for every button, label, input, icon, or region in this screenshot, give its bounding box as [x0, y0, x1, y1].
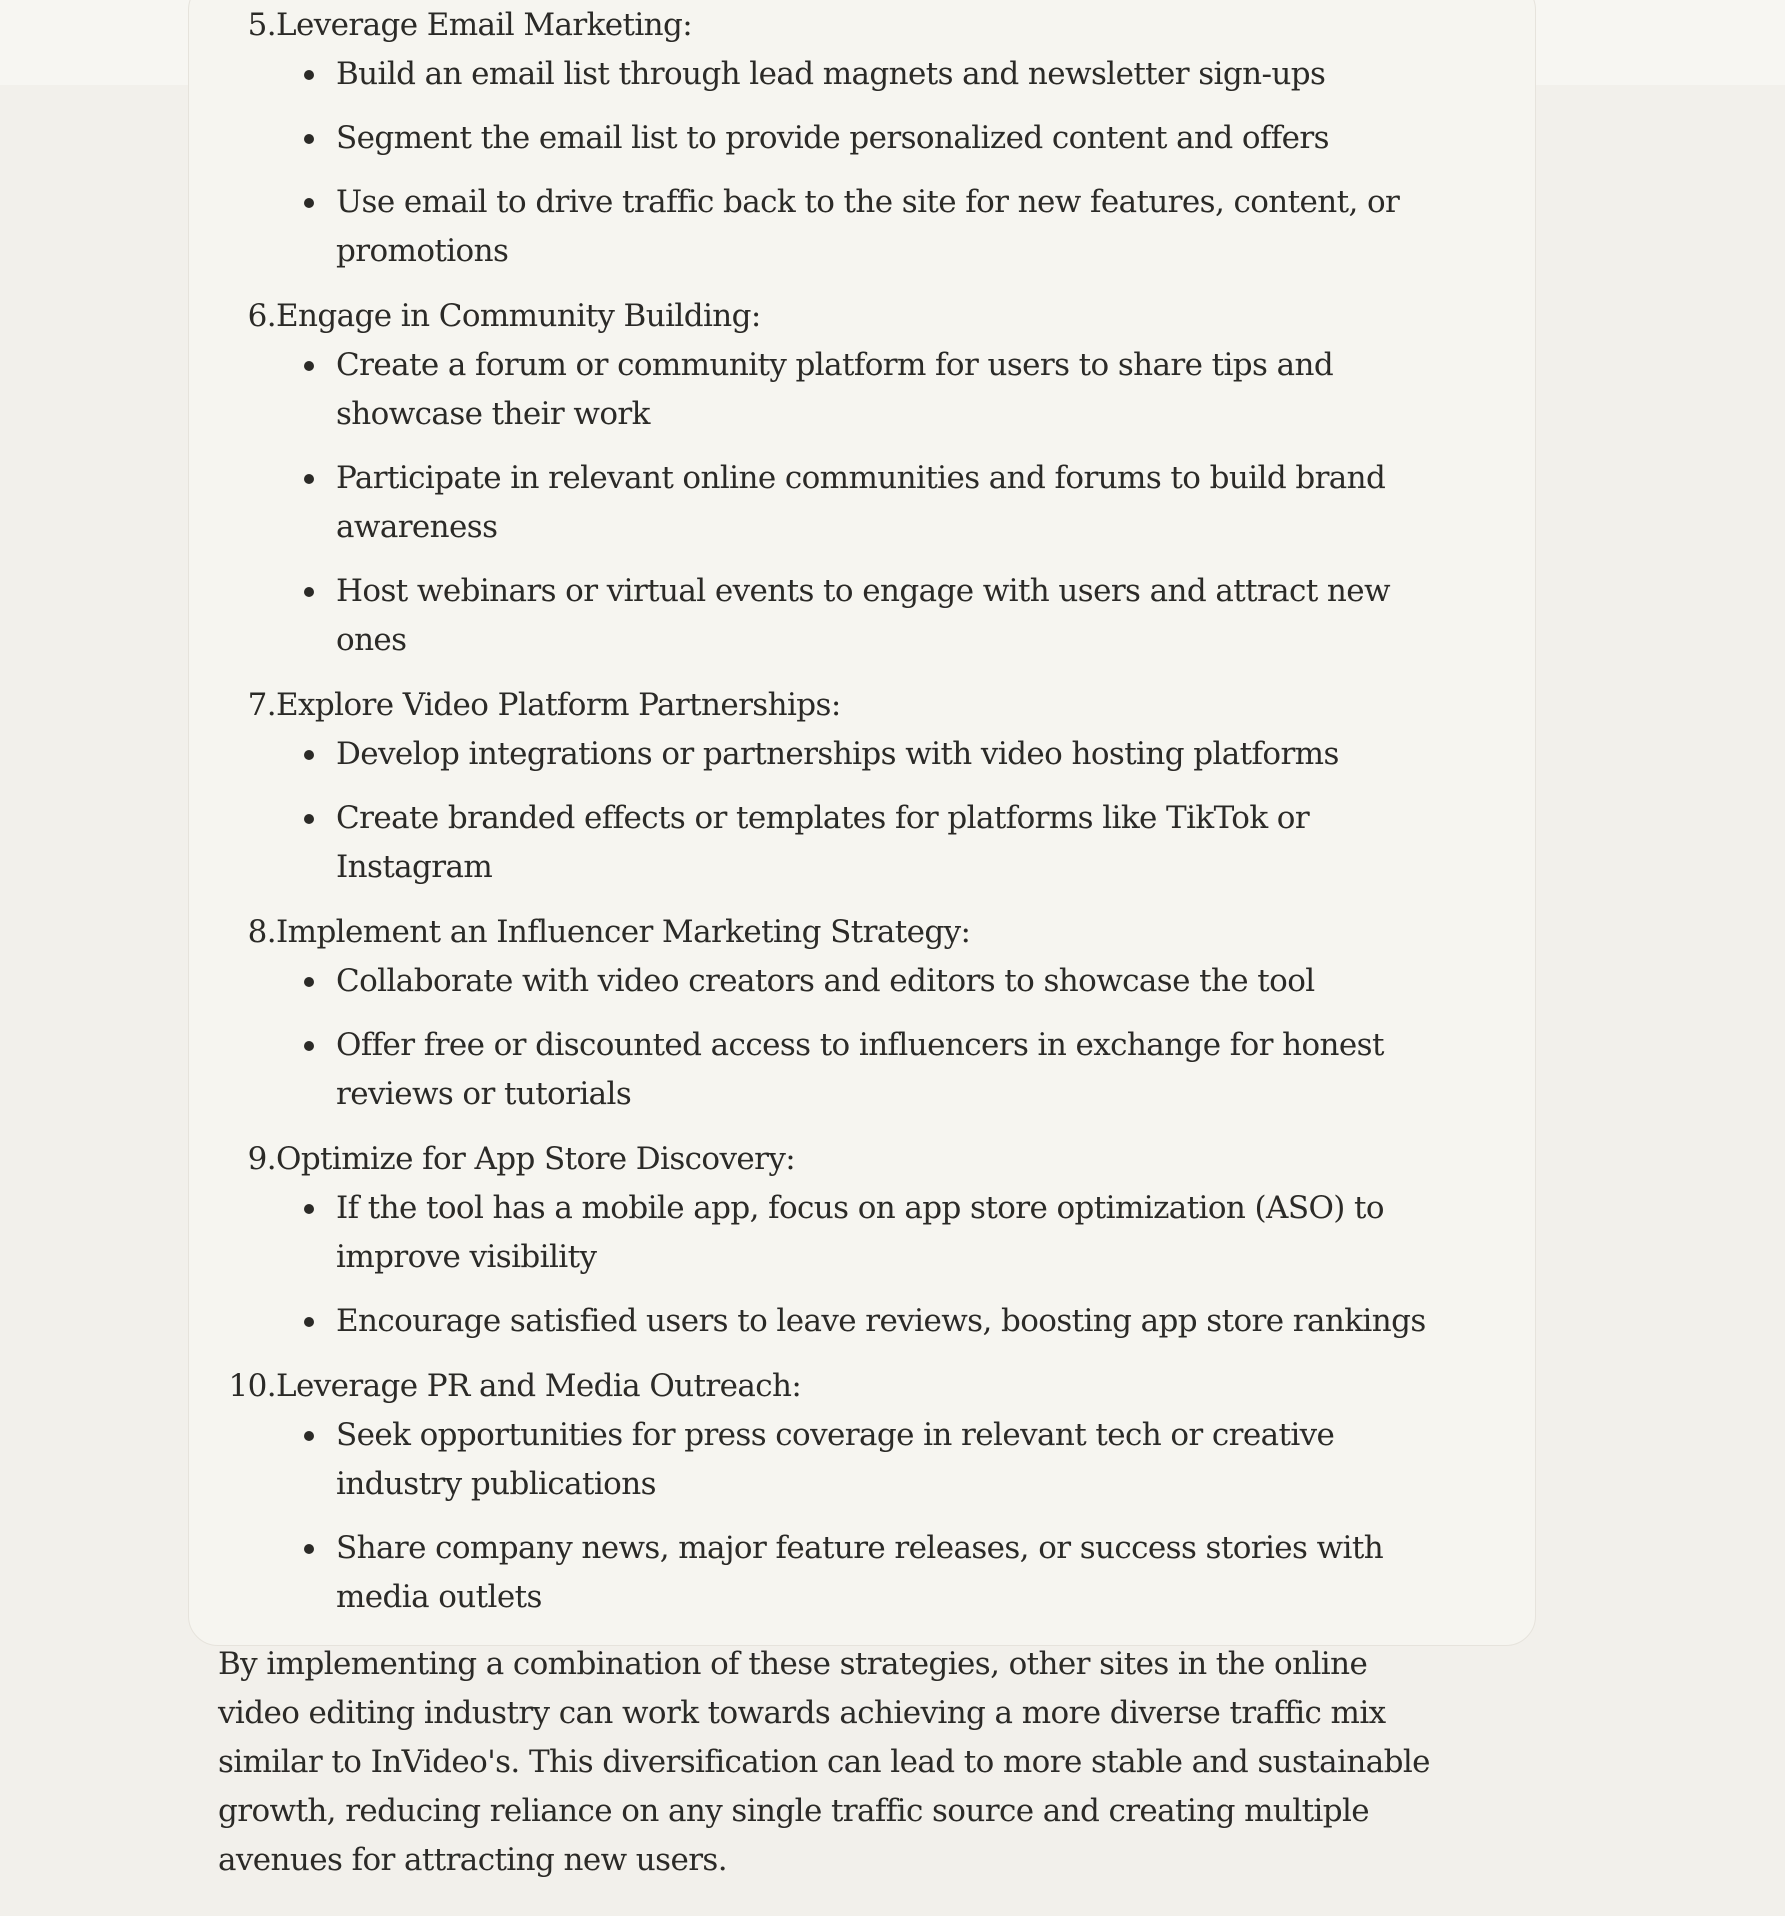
section-title: Leverage PR and Media Outreach: — [276, 1368, 802, 1404]
section-number: 7. — [247, 687, 276, 723]
strategy-section-6 — [218, 292, 1518, 665]
list-item-text: Offer free or discounted access to influencers in exchange for honest reviews or tutorials — [336, 1027, 1384, 1112]
list-item-text: Use email to drive traffic back to the site for new features, content, or promotions — [336, 184, 1400, 269]
list-item — [218, 50, 1446, 99]
section-number: 9. — [247, 1141, 276, 1177]
list-item-text: Encourage satisfied users to leave reviews, boosting app store rankings — [336, 1303, 1426, 1339]
strategy-section-10 — [218, 1362, 1518, 1622]
strategy-section-7 — [218, 681, 1518, 892]
section-heading — [218, 1, 1518, 50]
list-item — [218, 178, 1446, 276]
section-heading — [218, 1362, 1518, 1411]
section-number: 10. — [228, 1368, 276, 1404]
section-title: Engage in Community Building: — [276, 298, 761, 334]
list-item-text: Create branded effects or templates for platforms like TikTok or Instagram — [336, 800, 1310, 885]
list-item — [218, 957, 1446, 1006]
list-item — [218, 1021, 1446, 1119]
strategy-section-5 — [218, 1, 1518, 276]
bullet-list — [218, 1184, 1518, 1346]
list-item-text: Segment the email list to provide personalized content and offers — [336, 120, 1329, 156]
bullet-icon — [304, 474, 314, 484]
bullet-icon — [304, 198, 314, 208]
bullet-list — [218, 50, 1518, 276]
bullet-icon — [304, 361, 314, 371]
section-title: Optimize for App Store Discovery: — [276, 1141, 796, 1177]
bullet-list — [218, 730, 1518, 892]
list-item — [218, 114, 1446, 163]
bullet-icon — [304, 1204, 314, 1214]
bullet-icon — [304, 750, 314, 760]
bullet-icon — [304, 70, 314, 80]
bullet-icon — [304, 1317, 314, 1327]
strategy-section-8 — [218, 908, 1518, 1119]
strategy-section-9 — [218, 1135, 1518, 1346]
list-item-text: Host webinars or virtual events to engage with users and attract new ones — [336, 573, 1390, 658]
section-heading — [218, 1135, 1518, 1184]
bullet-icon — [304, 1041, 314, 1051]
bullet-icon — [304, 1431, 314, 1441]
summary-paragraph: By implementing a combination of these strategies, other sites in the online video editing industry can work towards achieving a more diverse traffic mix similar to InVideo's. This diversification can lead to more stable and sustainable growth, reducing reliance on any single traffic source and creating multiple avenues for attracting new users. — [218, 1646, 1430, 1878]
list-item-text: Share company news, major feature releases, or success stories with media outlets — [336, 1530, 1384, 1615]
bullet-icon — [304, 977, 314, 987]
bullet-list — [218, 1411, 1518, 1622]
list-item — [218, 794, 1446, 892]
bullet-list — [218, 957, 1518, 1119]
section-heading — [218, 908, 1518, 957]
section-heading — [218, 681, 1518, 730]
section-number: 6. — [247, 298, 276, 334]
list-item — [218, 454, 1446, 552]
list-item-text: Collaborate with video creators and editors to showcase the tool — [336, 963, 1315, 999]
bullet-list — [218, 341, 1518, 665]
list-item — [218, 1297, 1446, 1346]
list-item-text: Participate in relevant online communities and forums to build brand awareness — [336, 460, 1386, 545]
list-item-text: Create a forum or community platform for users to share tips and showcase their work — [336, 347, 1334, 432]
bullet-icon — [304, 1544, 314, 1554]
list-item — [218, 1411, 1446, 1509]
section-heading — [218, 292, 1518, 341]
list-item — [218, 567, 1446, 665]
section-number: 8. — [247, 914, 276, 950]
bullet-icon — [304, 134, 314, 144]
list-item-text: Develop integrations or partnerships with video hosting platforms — [336, 736, 1339, 772]
list-item — [218, 341, 1446, 439]
bullet-icon — [304, 814, 314, 824]
section-title: Explore Video Platform Partnerships: — [276, 687, 841, 723]
list-item — [218, 730, 1446, 779]
list-item-text: Seek opportunities for press coverage in relevant tech or creative industry publications — [336, 1417, 1335, 1502]
list-item-text: If the tool has a mobile app, focus on app store optimization (ASO) to improve visibility — [336, 1190, 1384, 1275]
bullet-icon — [304, 587, 314, 597]
list-item — [218, 1524, 1446, 1622]
section-number: 5. — [247, 7, 276, 43]
section-title: Leverage Email Marketing: — [276, 7, 693, 43]
section-title: Implement an Influencer Marketing Strategy: — [276, 914, 971, 950]
list-item — [218, 1184, 1446, 1282]
assistant-message-card — [188, 0, 1536, 1878]
list-item-text: Build an email list through lead magnets and newsletter sign-ups — [336, 56, 1326, 92]
message-content — [218, 1, 1518, 1916]
